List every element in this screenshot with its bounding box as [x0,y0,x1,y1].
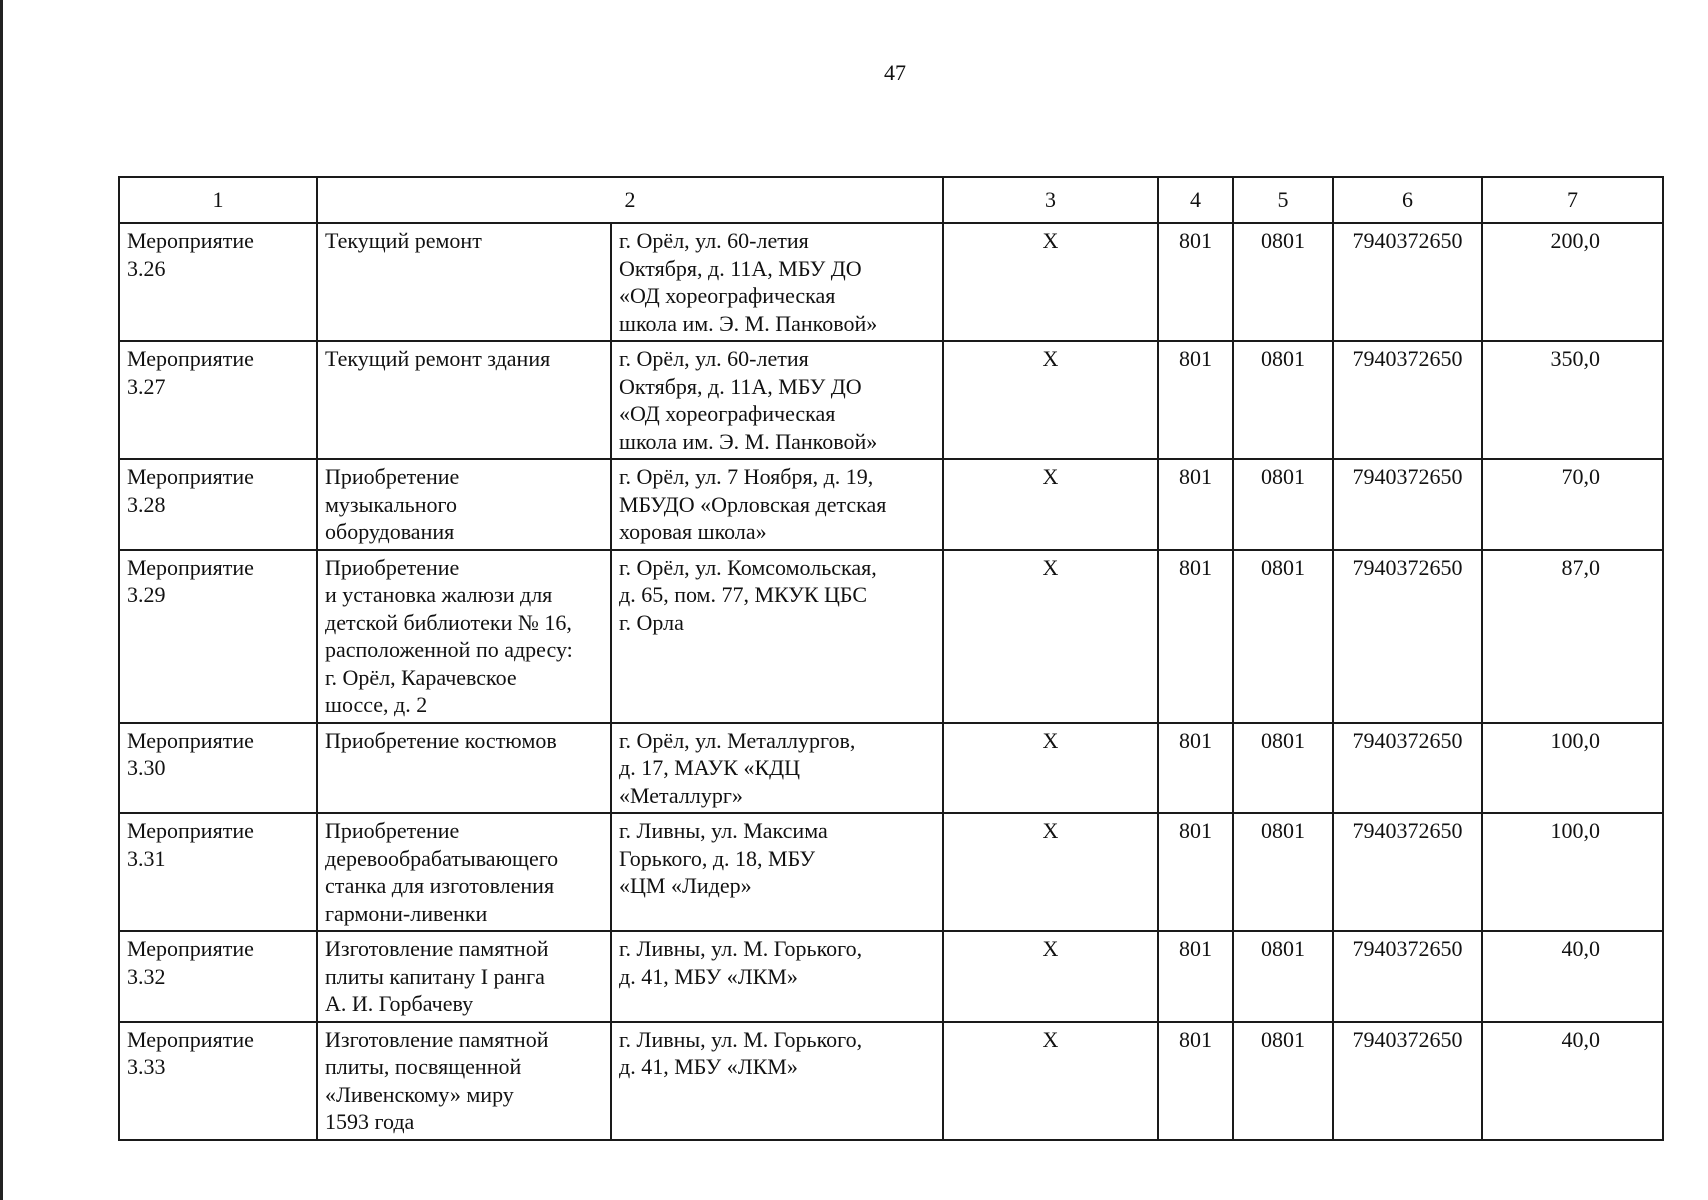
header-cell-5: 5 [1233,177,1333,223]
event-cell: Мероприятие 3.32 [119,931,317,1022]
column-4-cell: 801 [1158,341,1233,459]
event-name-cell: Приобретение деревообрабатывающего станка для изготовления гармони-ливенки [317,813,611,931]
column-7-cell: 350,0 [1482,341,1663,459]
column-7-cell: 200,0 [1482,223,1663,341]
event-name-cell: Текущий ремонт здания [317,341,611,459]
column-3-cell: Х [943,341,1158,459]
column-3-cell: Х [943,223,1158,341]
address-cell: г. Ливны, ул. Максима Горького, д. 18, МБУ «ЦМ «Лидер» [611,813,943,931]
column-6-cell: 7940372650 [1333,1022,1482,1140]
column-6-cell: 7940372650 [1333,223,1482,341]
column-3-cell: Х [943,723,1158,814]
table-row [119,550,1663,723]
event-name-cell: Приобретение костюмов [317,723,611,814]
address-cell: г. Орёл, ул. 60-летия Октября, д. 11А, МБУ ДО «ОД хореографическая школа им. Э. М. Панковой» [611,223,943,341]
event-name-cell: Изготовление памятной плиты, посвященной «Ливенскому» миру 1593 года [317,1022,611,1140]
address-cell: г. Орёл, ул. 7 Ноября, д. 19, МБУДО «Орловская детская хоровая школа» [611,459,943,550]
column-5-cell: 0801 [1233,459,1333,550]
event-name-cell: Текущий ремонт [317,223,611,341]
column-7-cell: 87,0 [1482,550,1663,723]
table-row [119,931,1663,1022]
header-cell-1: 1 [119,177,317,223]
column-6-cell: 7940372650 [1333,459,1482,550]
header-cell-4: 4 [1158,177,1233,223]
table-row [119,459,1663,550]
column-7-cell: 100,0 [1482,813,1663,931]
column-3-cell: Х [943,1022,1158,1140]
column-5-cell: 0801 [1233,813,1333,931]
event-cell: Мероприятие 3.26 [119,223,317,341]
column-4-cell: 801 [1158,723,1233,814]
column-6-cell: 7940372650 [1333,813,1482,931]
column-7-cell: 40,0 [1482,1022,1663,1140]
table-row [119,223,1663,341]
table-row [119,1022,1663,1140]
column-7-cell: 70,0 [1482,459,1663,550]
column-7-cell: 100,0 [1482,723,1663,814]
column-6-cell: 7940372650 [1333,931,1482,1022]
event-name-cell: Приобретение и установка жалюзи для детской библиотеки № 16, расположенной по адресу: г. Орёл, Карачевское шоссе, д. 2 [317,550,611,723]
column-4-cell: 801 [1158,223,1233,341]
header-cell-6: 6 [1333,177,1482,223]
column-5-cell: 0801 [1233,223,1333,341]
scan-edge [0,0,3,1200]
page-number: 47 [884,60,906,85]
event-cell: Мероприятие 3.28 [119,459,317,550]
column-4-cell: 801 [1158,550,1233,723]
header-cell-2: 2 [317,177,943,223]
header-row [119,177,1663,223]
address-cell: г. Орёл, ул. Металлургов, д. 17, МАУК «КДЦ «Металлург» [611,723,943,814]
column-3-cell: Х [943,550,1158,723]
event-cell: Мероприятие 3.31 [119,813,317,931]
column-6-cell: 7940372650 [1333,723,1482,814]
column-3-cell: Х [943,813,1158,931]
event-name-cell: Приобретение музыкального оборудования [317,459,611,550]
column-4-cell: 801 [1158,459,1233,550]
table-row [119,341,1663,459]
address-cell: г. Орёл, ул. 60-летия Октября, д. 11А, МБУ ДО «ОД хореографическая школа им. Э. М. Панковой» [611,341,943,459]
table-body [119,177,1663,1140]
header-cell-3: 3 [943,177,1158,223]
column-5-cell: 0801 [1233,341,1333,459]
column-4-cell: 801 [1158,931,1233,1022]
column-5-cell: 0801 [1233,550,1333,723]
column-6-cell: 7940372650 [1333,341,1482,459]
column-6-cell: 7940372650 [1333,550,1482,723]
event-cell: Мероприятие 3.29 [119,550,317,723]
column-3-cell: Х [943,459,1158,550]
column-4-cell: 801 [1158,1022,1233,1140]
event-name-cell: Изготовление памятной плиты капитану I ранга А. И. Горбачеву [317,931,611,1022]
event-cell: Мероприятие 3.30 [119,723,317,814]
events-table [118,176,1664,1141]
column-4-cell: 801 [1158,813,1233,931]
header-cell-7: 7 [1482,177,1663,223]
event-cell: Мероприятие 3.33 [119,1022,317,1140]
column-3-cell: Х [943,931,1158,1022]
address-cell: г. Ливны, ул. М. Горького, д. 41, МБУ «ЛКМ» [611,1022,943,1140]
table-row [119,723,1663,814]
column-5-cell: 0801 [1233,931,1333,1022]
event-cell: Мероприятие 3.27 [119,341,317,459]
column-5-cell: 0801 [1233,1022,1333,1140]
column-7-cell: 40,0 [1482,931,1663,1022]
column-5-cell: 0801 [1233,723,1333,814]
address-cell: г. Ливны, ул. М. Горького, д. 41, МБУ «ЛКМ» [611,931,943,1022]
address-cell: г. Орёл, ул. Комсомольская, д. 65, пом. 77, МКУК ЦБС г. Орла [611,550,943,723]
table-row [119,813,1663,931]
